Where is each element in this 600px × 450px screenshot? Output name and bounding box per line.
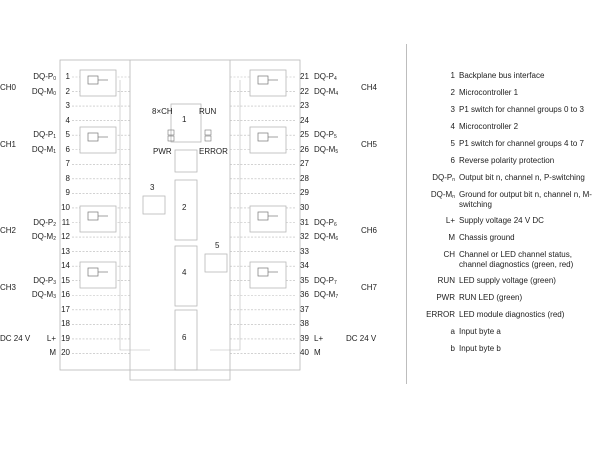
terminal-signal: M bbox=[49, 348, 56, 358]
terminal-number: 19 bbox=[61, 333, 70, 343]
terminal-number: 24 bbox=[300, 115, 309, 125]
legend-text: P1 switch for channel groups 4 to 7 bbox=[459, 139, 584, 148]
label-run: RUN bbox=[199, 107, 217, 116]
terminal-number: 38 bbox=[300, 319, 309, 329]
terminal-number: 16 bbox=[61, 290, 70, 300]
legend-text: Microcontroller 1 bbox=[459, 88, 519, 97]
block-4-label: 4 bbox=[182, 268, 187, 277]
label-8xch: 8×CH bbox=[152, 107, 173, 116]
terminal-number: 13 bbox=[61, 246, 70, 256]
terminal-number: 23 bbox=[300, 101, 309, 111]
legend-text: LED module diagnostics (red) bbox=[459, 310, 565, 319]
legend-text: Microcontroller 2 bbox=[459, 122, 519, 131]
legend-text: Chassis ground bbox=[459, 233, 515, 242]
legend-key: L+ bbox=[445, 216, 455, 225]
channel-label-left-0: CH0 bbox=[0, 83, 17, 92]
block-1-label: 1 bbox=[182, 115, 187, 124]
legend-text: Ground for output bit n, channel n, M-switching bbox=[459, 190, 592, 209]
block-6-label: 6 bbox=[182, 333, 187, 342]
legend-key: PWR bbox=[436, 293, 455, 302]
terminal-number: 25 bbox=[300, 130, 309, 140]
terminal-signal: $DQ-P_7$ bbox=[314, 275, 337, 286]
legend-key: 1 bbox=[450, 71, 455, 80]
block-2-label: 2 bbox=[182, 203, 187, 212]
legend-text: Input byte a bbox=[459, 327, 501, 336]
terminal-number: 29 bbox=[300, 188, 309, 198]
terminal-signal: $DQ-P_6$ bbox=[314, 217, 337, 228]
terminal-number: 3 bbox=[65, 101, 70, 111]
legend-key: 5 bbox=[450, 139, 455, 148]
led-icon bbox=[205, 136, 211, 141]
terminal-number: 22 bbox=[300, 86, 309, 96]
legend-key: a bbox=[450, 327, 455, 336]
terminal-number: 2 bbox=[65, 86, 70, 96]
channel-label-right-0: CH4 bbox=[361, 83, 378, 92]
legend-text: Backplane bus interface bbox=[459, 71, 545, 80]
terminal-number: 26 bbox=[300, 144, 309, 154]
led-icon bbox=[205, 130, 211, 135]
terminal-number: 27 bbox=[300, 159, 309, 169]
terminal-number: 34 bbox=[300, 261, 309, 271]
legend-key: RUN bbox=[437, 276, 455, 285]
terminal-number: 6 bbox=[65, 144, 70, 154]
legend-text: Supply voltage 24 V DC bbox=[459, 216, 544, 225]
terminal-signal: $DQ-M_0$ bbox=[31, 86, 56, 97]
terminal-signal: $DQ-M_7$ bbox=[314, 290, 339, 301]
legend-key: b bbox=[450, 344, 455, 353]
terminal-number: 14 bbox=[61, 261, 70, 271]
legend-text: LED supply voltage (green) bbox=[459, 276, 556, 285]
channel-label-left-2: CH2 bbox=[0, 226, 17, 235]
terminal-number: 30 bbox=[300, 202, 309, 212]
terminal-number: 7 bbox=[65, 159, 70, 169]
terminal-signal: M bbox=[314, 348, 321, 358]
terminal-signal: $DQ-M_6$ bbox=[314, 232, 339, 243]
terminal-signal: $DQ-P_2$ bbox=[33, 217, 56, 228]
channel-label-left-1: CH1 bbox=[0, 140, 17, 149]
led-group bbox=[175, 150, 197, 172]
block-3 bbox=[143, 196, 165, 214]
terminal-number: 20 bbox=[61, 348, 70, 358]
channel-label-right-2: CH6 bbox=[361, 226, 378, 235]
terminal-number: 18 bbox=[61, 319, 70, 329]
legend-key: 4 bbox=[450, 122, 455, 131]
legend-key: M bbox=[448, 233, 455, 242]
terminal-number: 9 bbox=[65, 188, 70, 198]
terminal-signal: $DQ-P_1$ bbox=[33, 130, 56, 141]
label-pwr: PWR bbox=[153, 147, 172, 156]
block-3-label: 3 bbox=[150, 183, 155, 192]
terminal-number: 32 bbox=[300, 232, 309, 242]
terminal-number: 5 bbox=[65, 130, 70, 140]
terminal-signal: L+ bbox=[314, 333, 324, 343]
label-error: ERROR bbox=[199, 147, 228, 156]
channel-label-left-3: CH3 bbox=[0, 283, 17, 292]
terminal-signal: $DQ-M_3$ bbox=[31, 290, 56, 301]
terminal-signal: $DQ-M_1$ bbox=[31, 144, 56, 155]
legend-text: Output bit n, channel n, P-switching bbox=[459, 173, 585, 182]
legend-text: Input byte b bbox=[459, 344, 501, 353]
legend-key: CH bbox=[443, 250, 455, 259]
terminal-number: 33 bbox=[300, 246, 309, 256]
terminal-number: 4 bbox=[65, 115, 70, 125]
channel-label-left-4: DC 24 V bbox=[0, 334, 31, 343]
terminal-number: 17 bbox=[61, 304, 70, 314]
channel-label-right-3: CH7 bbox=[361, 283, 378, 292]
channel-label-right-1: CH5 bbox=[361, 140, 378, 149]
terminal-number: 10 bbox=[61, 202, 70, 212]
terminal-signal: L+ bbox=[46, 333, 56, 343]
legend-key: $DQ-M_n$ bbox=[430, 190, 455, 200]
terminal-number: 31 bbox=[300, 217, 309, 227]
legend-key: 3 bbox=[450, 105, 455, 114]
terminal-signal: $DQ-P_5$ bbox=[314, 130, 337, 141]
terminal-signal: $DQ-M_5$ bbox=[314, 144, 339, 155]
legend-text: RUN LED (green) bbox=[459, 293, 523, 302]
terminal-number: 36 bbox=[300, 290, 309, 300]
terminal-signal: $DQ-P_3$ bbox=[33, 275, 56, 286]
terminal-signal: $DQ-P_0$ bbox=[33, 72, 56, 82]
legend-key: ERROR bbox=[426, 310, 455, 319]
terminal-number: 28 bbox=[300, 173, 309, 183]
channel-label-right-4: DC 24 V bbox=[346, 334, 377, 343]
terminal-number: 37 bbox=[300, 304, 309, 314]
terminal-number: 15 bbox=[61, 275, 70, 285]
terminal-number: 40 bbox=[300, 348, 309, 358]
terminal-number: 21 bbox=[300, 72, 309, 81]
legend-panel bbox=[406, 44, 600, 384]
block-5 bbox=[205, 254, 227, 272]
terminal-signal: $DQ-M_2$ bbox=[31, 232, 56, 243]
terminal-signal: $DQ-P_4$ bbox=[314, 72, 337, 82]
terminal-number: 12 bbox=[61, 232, 70, 242]
block-5-label: 5 bbox=[215, 241, 220, 250]
terminal-number: 8 bbox=[65, 173, 70, 183]
legend-key: 2 bbox=[450, 88, 455, 97]
legend-text: Reverse polarity protection bbox=[459, 156, 555, 165]
terminal-number: 1 bbox=[65, 72, 70, 81]
legend-key: 6 bbox=[450, 156, 455, 165]
terminal-signal: $DQ-M_4$ bbox=[314, 86, 339, 97]
terminal-number: 11 bbox=[61, 217, 70, 227]
legend-text: Channel or LED channel status, channel diagnostics (green, red) bbox=[459, 250, 574, 269]
legend-text: P1 switch for channel groups 0 to 3 bbox=[459, 105, 584, 114]
terminal-number: 39 bbox=[300, 333, 309, 343]
legend-key: $DQ-P_n$ bbox=[432, 173, 455, 183]
terminal-number: 35 bbox=[300, 275, 309, 285]
